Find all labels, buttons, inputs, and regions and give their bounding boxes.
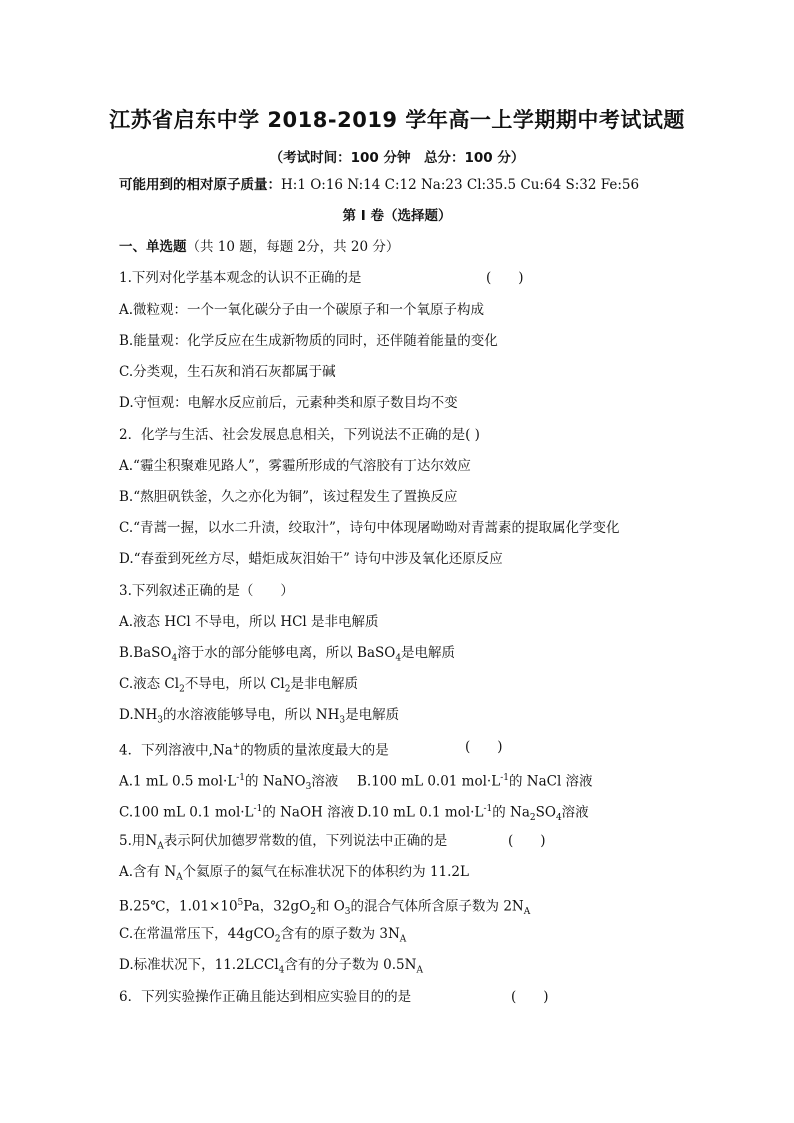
q3-c-text2: 不导电，所以 Cl xyxy=(184,676,285,692)
q4-option-d xyxy=(357,800,589,827)
q4-d-text4: 溶液 xyxy=(561,804,589,821)
q5-c-sub2: A xyxy=(399,934,407,945)
q4-d-sup: -1 xyxy=(483,804,493,814)
part-note: （共 10 题，每题 2分，共 20 分） xyxy=(186,239,400,255)
q3-d-text3: 是电解质 xyxy=(345,707,400,723)
q5-b-text2: Pa，32gO xyxy=(243,898,311,915)
q5-a-text2: 个氦原子的氦气在标准状况下的体积约为 11.2L xyxy=(182,864,469,880)
q4-d-sub: 2 xyxy=(529,813,536,824)
q5-a-sub: A xyxy=(176,872,183,883)
q4-answer-paren: ( ) xyxy=(465,739,503,755)
q5-option-d xyxy=(119,956,423,980)
q4-a-text3: 溶液 xyxy=(311,773,339,790)
q3-c-text: C.液态 Cl xyxy=(119,676,180,692)
q3-option-b xyxy=(119,644,455,668)
q5-stem-text2: 表示阿伏加德罗常数的值，下列说法中正确的是 xyxy=(163,833,448,849)
q4-d-text: D.10 mL 0.1 mol·L xyxy=(357,804,484,821)
q3-d-text2: 的水溶液能够导电，所以 NH xyxy=(162,707,340,723)
q5-d-text2: 含有的分子数为 0.5N xyxy=(284,957,417,973)
q1-option-a: A.微粒观：一个一氧化碳分子由一个碳原子和一个氧原子构成 xyxy=(119,302,485,318)
q3-c-sub2: 2 xyxy=(284,684,291,695)
q5-d-sub: 4 xyxy=(278,965,285,976)
q5-stem-text: 5.用N xyxy=(119,833,158,849)
q5-b-text3: 和 O xyxy=(315,898,345,915)
q5-stem xyxy=(119,832,447,856)
q1-option-c: C.分类观，生石灰和消石灰都属于碱 xyxy=(119,364,336,380)
q3-b-sub2: 4 xyxy=(395,653,402,664)
atomic-mass-values: H:1 O:16 N:14 C:12 Na:23 Cl:35.5 Cu:64 S:32 Fe:56 xyxy=(281,177,640,193)
q5-c-sub: 2 xyxy=(274,934,281,945)
q3-option-d xyxy=(119,706,399,730)
q4-d-sub2: 4 xyxy=(555,813,562,824)
q3-b-text: B.BaSO xyxy=(119,645,172,661)
q4-b-text2: 的 NaCl 溶液 xyxy=(508,773,593,790)
part-heading xyxy=(119,238,399,256)
q2-option-c: C.“青蒿一握，以水二升渍，绞取汁”，诗句中体现屠呦呦对青蒿素的提取属化学变化 xyxy=(119,520,620,536)
q4-a-text: A.1 mL 0.5 mol·L xyxy=(119,773,237,790)
q2-option-d: D.“春蚕到死丝方尽，蜡炬成灰泪始干” 诗句中涉及氧化还原反应 xyxy=(119,551,503,567)
q3-d-sub: 3 xyxy=(157,715,163,726)
q5-b-sup: 5 xyxy=(237,898,244,908)
q4-option-a xyxy=(119,769,338,796)
q1-option-b: B.能量观：化学反应在生成新物质的同时，还伴随着能量的变化 xyxy=(119,333,498,349)
q2-option-a: A.“霾尘积聚难见路人”，雾霾所形成的气溶胶有丁达尔效应 xyxy=(119,458,471,474)
q5-a-text: A.含有 N xyxy=(119,864,177,880)
q4-a-sub: 3 xyxy=(305,782,312,793)
q3-b-text2: 溶于水的部分能够电离，所以 BaSO xyxy=(177,645,396,661)
q5-b-sub2: 3 xyxy=(344,907,351,918)
q2-stem: 2．化学与生活、社会发展息息相关，下列说法不正确的是( ) xyxy=(119,427,480,443)
q4-stem-text: 4．下列溶液中,Na xyxy=(119,742,233,759)
page-title: 江苏省启东中学 2018-2019 学年高一上学期期中考试试题 xyxy=(109,108,685,132)
q4-c-sup: -1 xyxy=(253,804,263,814)
q3-b-text3: 是电解质 xyxy=(401,645,456,661)
q5-option-c xyxy=(119,925,406,949)
q3-d-text: D.NH xyxy=(119,707,158,723)
q5-option-b xyxy=(119,894,530,921)
q5-d-sub2: A xyxy=(416,965,423,976)
q6-stem: 6．下列实验操作正确且能达到相应实验目的的是 xyxy=(119,989,412,1005)
q4-d-text3: SO xyxy=(535,804,556,821)
q3-option-a: A.液态 HCl 不导电，所以 HCl 是非电解质 xyxy=(119,614,379,630)
q4-c-text2: 的 NaOH 溶液 xyxy=(262,804,355,821)
q5-c-text: C.在常温常压下，44gCO xyxy=(119,926,275,942)
q3-d-sub2: 3 xyxy=(339,715,346,726)
q5-b-sub: 2 xyxy=(310,907,316,918)
q4-c-text: C.100 mL 0.1 mol·L xyxy=(119,804,254,821)
q3-b-sub: 4 xyxy=(171,653,178,664)
volume-title: 第 I 卷（选择题） xyxy=(342,208,452,224)
q5-stem-sub: A xyxy=(157,841,164,852)
q1-option-d: D.守恒观：电解水反应前后，元素种类和原子数目均不变 xyxy=(119,395,458,411)
q3-c-sub: 2 xyxy=(179,684,185,695)
atomic-mass-line xyxy=(119,176,639,194)
q2-option-b: B.“熬胆矾铁釜，久之亦化为铜”，该过程发生了置换反应 xyxy=(119,489,458,505)
q3-option-c xyxy=(119,675,358,699)
q5-b-sub3: A xyxy=(523,907,531,918)
q4-option-b xyxy=(357,769,593,791)
q1-stem: 1.下列对化学基本观念的认识不正确的是 xyxy=(119,270,362,286)
part-title: 一、单选题 xyxy=(119,239,187,255)
q4-b-sup: -1 xyxy=(500,773,509,783)
q5-d-text: D.标准状况下，11.2LCCl xyxy=(119,957,279,973)
q4-b-text: B.100 mL 0.01 mol·L xyxy=(357,773,501,790)
q4-stem-sup: + xyxy=(232,742,241,752)
q4-a-text2: 的 NaNO xyxy=(245,773,306,790)
atomic-mass-label: 可能用到的相对原子质量： xyxy=(119,177,281,193)
q3-c-text3: 是非电解质 xyxy=(290,676,358,692)
q5-option-a xyxy=(119,863,469,887)
q1-answer-paren: ( ) xyxy=(486,270,524,286)
q4-option-c xyxy=(119,800,354,822)
q4-stem xyxy=(119,738,389,760)
q4-a-sup: -1 xyxy=(236,773,246,783)
q3-stem: 3.下列叙述正确的是（ ） xyxy=(119,583,294,599)
q5-b-text4: 的混合气体所含原子数为 2N xyxy=(350,898,524,915)
q5-b-text: B.25℃，1.01×10 xyxy=(119,898,238,915)
q4-stem-text2: 的物质的量浓度最大的是 xyxy=(240,742,389,759)
q5-answer-paren: ( ) xyxy=(508,833,546,849)
q6-answer-paren: ( ) xyxy=(511,989,549,1005)
q4-d-text2: 的 Na xyxy=(492,804,530,821)
exam-info: （考试时间：100 分钟 总分：100 分） xyxy=(269,150,525,166)
q5-c-text2: 含有的原子数为 3N xyxy=(280,926,400,942)
